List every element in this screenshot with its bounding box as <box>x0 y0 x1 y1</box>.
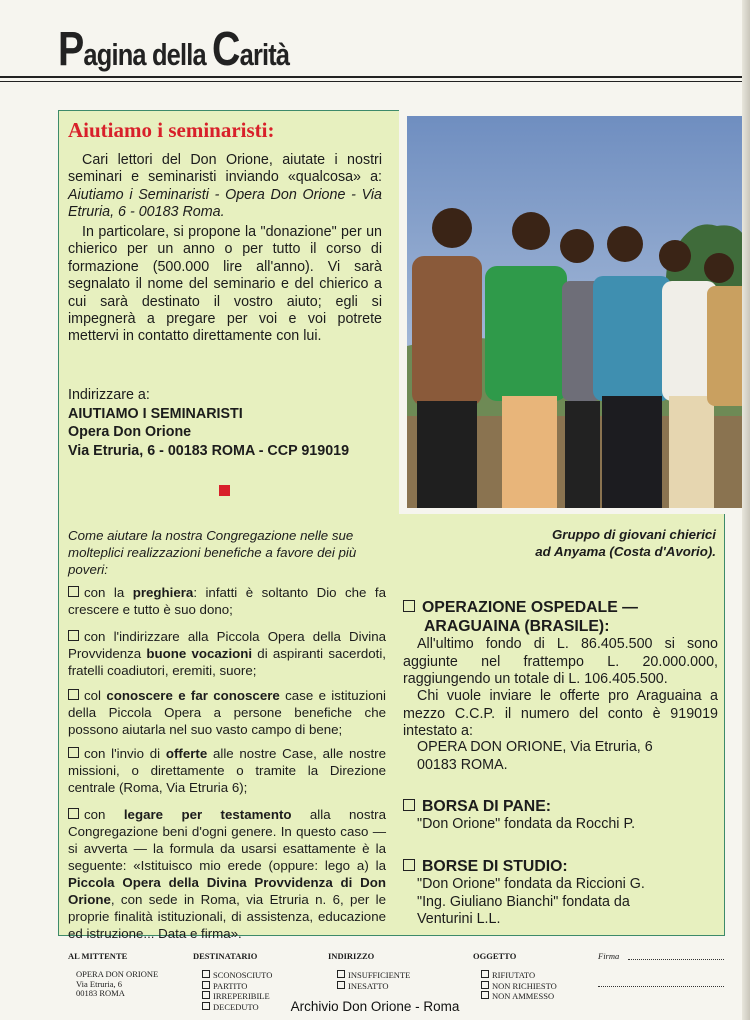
pane-line: "Don Orione" fondata da Rocchi P. <box>417 816 636 832</box>
separator-square-icon <box>219 485 230 496</box>
checkbox-icon <box>403 600 415 612</box>
header-rule-thin <box>0 81 750 82</box>
checkbox-icon <box>403 859 415 871</box>
help-item: con l'indirizzare alla Piccola Opera della Divina Provvidenza buone vocazioni di aspiranti sacerdoti, fratelli coadiutori, eremiti, suore; <box>68 629 386 678</box>
article-para-1: Cari lettori del Don Orione, aiutate i nostri seminari e seminaristi inviando «qualcosa» a: Aiutiamo i Seminaristi - Opera Don Orione - Via Etruria, 6 - 00183 Roma. <box>68 152 382 221</box>
article-headline: Aiutiamo i seminaristi: <box>68 118 275 142</box>
studio-lines: "Don Orione" fondata da Riccioni G. "Ing. Giuliano Bianchi" fondata da Venturini L.L. <box>417 876 645 928</box>
pane-title: BORSA DI PANE: <box>403 797 551 816</box>
seminarians-photo <box>407 116 750 508</box>
article-para-2: In particolare, si propone la "donazione" per un chierico per un anno o per tutto il corso di formazione (500.000 lire all'anno). Vi sarà segnalato il nome del seminario e del chierico a cui sarà destinato il vostro aiuto; egli si impegnerà a pregare per voi e voi potrete mettervi in contatto direttamente con lui. <box>68 224 382 345</box>
help-intro: Come aiutare la nostra Congregazione nelle sue molteplici realizzazioni benefiche a favore dei più poveri: <box>68 528 357 577</box>
checkbox-icon <box>68 747 79 758</box>
studio-title: BORSE DI STUDIO: <box>403 857 568 876</box>
photo-caption: Gruppo di giovani chierici ad Anyama (Costa d'Avorio). <box>535 527 716 559</box>
checkbox-icon <box>68 808 79 819</box>
ospedale-para-1: All'ultimo fondo di L. 86.405.500 si sono aggiunte nel frattempo L. 20.000.000, raggiungendo un totale di L. 106.405.500. <box>403 636 718 688</box>
footer-heading: INDIRIZZO <box>328 951 375 961</box>
checkbox-icon <box>68 630 79 641</box>
signature-line <box>628 959 724 960</box>
signature-line <box>598 986 724 987</box>
help-item: con legare per testamento alla nostra Congregazione beni d'ogni genere. In questo caso — si avverta — la formula da usarsi esattamente è la seguente: «Istituisco mio erede (oppure: lego a) la Piccola Opera della Divina Provvidenza di Don Orione, con sede in Roma, via Etruria n. 6, per le proprie finalità istituzionali, di assistenza, educazione ed istruzione... Data e firma». <box>68 807 386 941</box>
ospedale-title: OPERAZIONE OSPEDALE — ARAGUAINA (BRASILE): <box>403 598 638 636</box>
page-edge <box>742 0 750 1020</box>
header-rule <box>0 76 750 78</box>
dest-options: SCONOSCIUTO PARTITO IRREPERIBILE DECEDUTO <box>202 970 272 1012</box>
footer-heading: AL MITTENTE <box>68 951 128 961</box>
footer-heading: DESTINATARIO <box>193 951 258 961</box>
firma-label: Firma <box>598 951 620 961</box>
sender-address: OPERA DON ORIONE Via Etruria, 6 00183 ROMA <box>76 969 159 999</box>
help-item: col conoscere e far conoscere case e istituzioni della Piccola Opera a persone benefiche che possono aiutarla nel suo vasto campo di bene; <box>68 688 386 737</box>
checkbox-icon <box>68 689 79 700</box>
ind-options: INSUFFICIENTE INESATTO <box>337 970 410 991</box>
page-title: Pagina della Carità <box>58 26 294 74</box>
checkbox-icon <box>403 799 415 811</box>
page-header <box>0 0 750 90</box>
help-item: con l'invio di offerte alle nostre Case, alle nostre missioni, o direttamente o tramite la Direzione centrale (Roma, Via Etruria 6); <box>68 746 386 795</box>
checkbox-icon <box>68 586 79 597</box>
archive-credit: Archivio Don Orione - Roma <box>290 999 460 1014</box>
ospedale-address: OPERA DON ORIONE, Via Etruria, 6 00183 ROMA. <box>417 739 653 773</box>
ogg-options: RIFIUTATO NON RICHIESTO NON AMMESSO <box>481 970 557 1002</box>
address-block: Indirizzare a: AIUTIAMO I SEMINARISTI Opera Don Orione Via Etruria, 6 - 00183 ROMA - CCP 919019 <box>68 387 350 459</box>
footer-heading: OGGETTO <box>473 951 517 961</box>
help-item: con la preghiera: infatti è soltanto Dio che fa crescere e tutto è suo dono; <box>68 585 386 617</box>
ospedale-para-2: Chi vuole inviare le offerte pro Araguaina a mezzo C.C.P. il numero del conto è 919019 intestato a: <box>403 688 718 740</box>
